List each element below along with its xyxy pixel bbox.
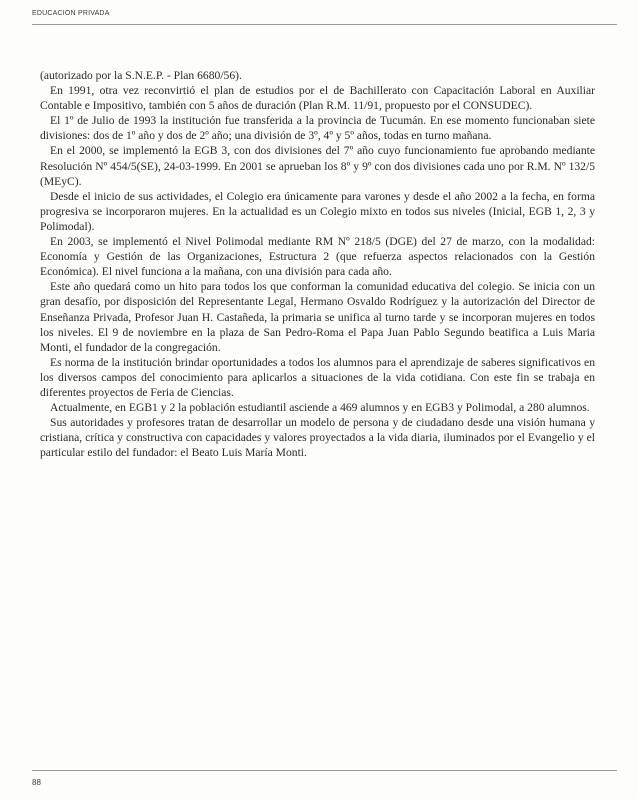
paragraph-2: En 1991, otra vez reconvirtió el plan de estudios por el de Bachillerato con Capacitación Laboral en Auxiliar Contable e Impositivo, también con 5 años de duración (Plan R.M. 11/91, propuesto por el CONSUDEC). [40,84,595,113]
paragraph-1: (autorizado por la S.N.E.P. - Plan 6680/56). [40,69,242,82]
running-head: EDUCACION PRIVADA [32,10,110,17]
paragraph-7: Este año quedará como un hito para todos los que conforman la comunidad educativa del colegio. Se inicia con un gran desafío, por disposición del Representante Legal, Hermano Osvaldo Rodríguez y la autorización del Director de Enseñanza Privada, Profesor Juan H. Castañeda, la primaria se unifica al turno tarde y se incorporan mujeres en todos los niveles. El 9 de noviembre en la plaza de San Pedro-Roma el Papa Juan Pablo Segundo beatifica a Luis Maria Monti, el fundador de la congregación. [40,280,595,354]
paragraph-9: Actualmente, en EGB1 y 2 la población estudiantil asciende a 469 alumnos y en EGB3 y Polimodal, a 280 alumnos. [50,401,590,415]
paragraph-8: Es norma de la institución brindar oportunidades a todos los alumnos para el aprendizaje de saberes significativos en los diversos campos del conocimiento para aplicarlos a situaciones de la vida cotidiana. Con este fin se trabaja en diferentes proyectos de Feria de Ciencias. [40,355,595,399]
header-rule [32,24,617,25]
paragraph-4: En el 2000, se implementó la EGB 3, con dos divisiones del 7º año cuyo funcionamiento fue aprobando mediante Resolución Nº 454/5(SE), 24-03-1999. En 2001 se aprueban los 8º y 9º con dos divisiones cada uno por R.M. Nº 132/5 (MEyC). [40,144,595,188]
article-body [40,68,595,460]
page-number: 88 [32,778,41,787]
paragraph-6: En 2003, se implementó el Nivel Polimodal mediante RM Nº 218/5 (DGE) del 27 de marzo, con la modalidad: Economía y Gestión de las Organizaciones, Estructura 2 (que refuerza aspectos relacionados con la Gestión Económica). El nivel funciona a la mañana, con una división para cada año. [40,235,595,279]
paragraph-3: El 1º de Julio de 1993 la institución fue transferida a la provincia de Tucumán. En ese momento funcionaban siete divisiones: dos de 1º año y dos de 2º año; una división de 3º, 4º y 5º años, todas en turno mañana. [40,114,595,143]
footer-rule [32,770,617,771]
paragraph-10: Sus autoridades y profesores tratan de desarrollar un modelo de persona y de ciudadano desde una visión humana y cristiana, crítica y constructiva con capacidades y valores proyectados a la vida diaria, iluminados por el Evangelio y el particular estilo del fundador: el Beato Luis María Monti. [40,416,595,460]
paragraph-5: Desde el inicio de sus actividades, el Colegio era únicamente para varones y desde el año 2002 a la fecha, en forma progresiva se incorporaron mujeres. En la actualidad es un Colegio mixto en todos sus niveles (Inicial, EGB 1, 2, 3 y Polimodal). [40,189,595,233]
